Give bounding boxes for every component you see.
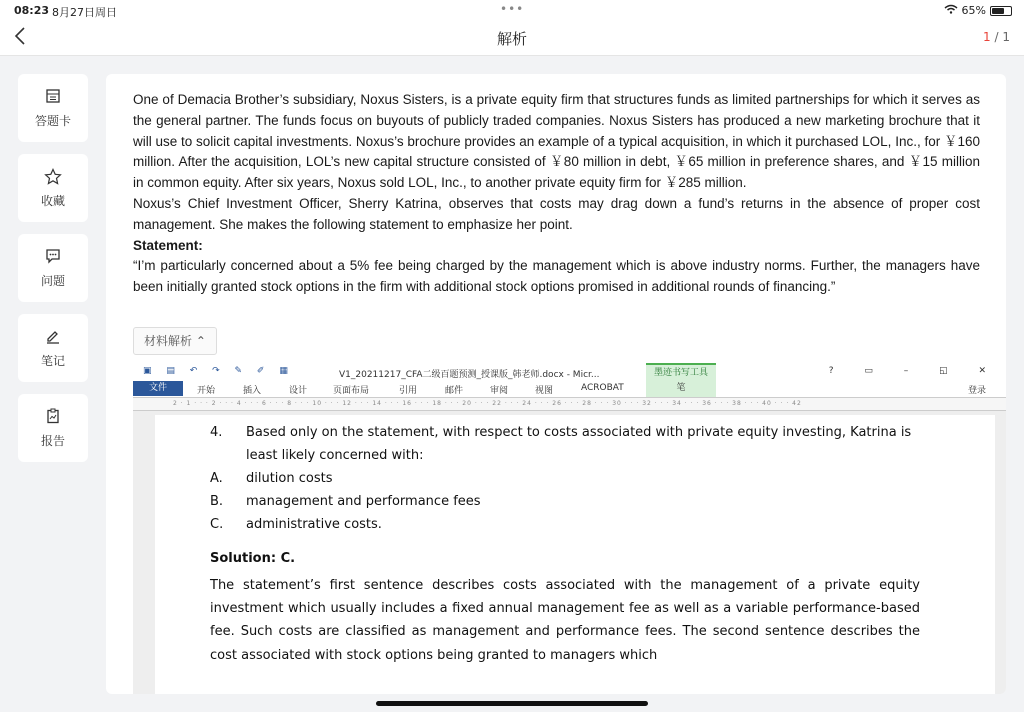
ribbon-file-tab: 文件 xyxy=(133,381,183,396)
ribbon-tab: 设计 xyxy=(289,386,308,396)
question-bubble-icon xyxy=(18,248,88,268)
material-analysis-toggle-button[interactable]: 材料解析 ⌃ xyxy=(133,327,217,355)
sidebar-item-favorite[interactable] xyxy=(18,154,88,222)
ribbon-tab: 邮件 xyxy=(445,386,464,396)
ribbon-tab: 审阅 xyxy=(490,386,509,396)
wifi-icon xyxy=(944,4,958,17)
option-letter: A. xyxy=(210,471,223,486)
answer-card-icon xyxy=(18,88,88,108)
option-text: administrative costs. xyxy=(246,517,382,532)
page-current: 1 xyxy=(983,30,991,44)
quick-access-icons: ▣ ▤ ↶ ↷ ✎ ✐ ▦ xyxy=(143,366,294,376)
document-page xyxy=(155,415,995,694)
status-date: 8月27日周日 xyxy=(52,6,117,19)
word-screenshot xyxy=(133,363,1006,694)
option-letter: C. xyxy=(210,517,224,532)
sidebar-item-question[interactable] xyxy=(18,234,88,302)
ribbon-tab: 开始 xyxy=(197,386,216,396)
report-icon xyxy=(18,408,88,428)
analysis-panel xyxy=(106,74,1006,694)
ribbon-pen-tab: 笔 xyxy=(646,381,716,397)
passage-paragraph: “I’m particularly concerned about a 5% fee being charged by the management which is above industry norms. Further, the managers have been initially granted stock options in the firm with additional stock options promised in additional rounds of financing.” xyxy=(133,258,980,295)
ribbon-tab: 页面布局 xyxy=(333,386,370,396)
document-title: V1_20211217_CFA二级百题预测_授课版_韩老师.docx - Micr... xyxy=(339,370,600,380)
passage-paragraph: One of Demacia Brother’s subsidiary, Noxus Sisters, is a private equity firm that structures funds as limited partnerships for which it serves as the general partner. The funds focus on buyouts of publicly traded companies. Noxus Sisters has produced a new marketing brochure that it will use to solicit capital investments. Noxus’s brochure provides an example of a typical acquisition, in which it purchased LOL, Inc., for ￥160 million. After the acquisition, LOL’s new capital structure consisted of ￥80 million in debt, ￥65 million in preference shares, and ￥15 million in common equity. After six years, Noxus sold LOL, Inc., to another private equity firm for ￥285 million. xyxy=(133,92,980,191)
page-total: / 1 xyxy=(994,30,1010,44)
window-controls: ? ▭ – ◱ ✕ xyxy=(828,366,1000,376)
sidebar-item-report[interactable] xyxy=(18,394,88,462)
star-icon xyxy=(18,168,88,188)
ruler-marks: 2 · 1 · · · 2 · · · 4 · · · 6 · · · 8 · · · 10 · · · 12 · · · 14 · · · 16 · · · 18 · · · 20 · · · 22 · · · 24 · · · 26 · · · 28 · · · 30 · · · 32 · · · 34 · · · 36 · · · 38 · · · 40 · · · 42 xyxy=(173,400,802,407)
solution-label: Solution: C. xyxy=(210,551,296,566)
battery-icon xyxy=(990,6,1012,16)
passage-paragraph: Noxus’s Chief Investment Officer, Sherry Katrina, observes that costs may drag down a fund’s returns in the absence of proper cost management. She makes the following statement to emphasize her point. xyxy=(133,195,980,232)
option-text: dilution costs xyxy=(246,471,333,486)
ribbon-tab: 视图 xyxy=(535,386,554,396)
multitask-dots-icon[interactable]: ••• xyxy=(500,2,525,16)
ribbon-tab: 插入 xyxy=(243,386,262,396)
ribbon-login: 登录 xyxy=(967,386,986,396)
sidebar xyxy=(18,74,88,474)
sidebar-item-notes[interactable] xyxy=(18,314,88,382)
word-ruler xyxy=(133,397,1006,411)
ink-tools-tab: 墨迹书写工具 xyxy=(646,363,716,381)
nav-bar xyxy=(0,22,1024,56)
status-right xyxy=(944,4,1012,17)
question-number: 4. xyxy=(210,425,223,440)
status-bar xyxy=(0,0,1024,22)
question-text: Based only on the statement, with respect to costs associated with private equity investing, Katrina is least likely concerned with: xyxy=(246,425,912,464)
page-indicator xyxy=(983,30,1010,44)
ribbon-tab: ACROBAT xyxy=(581,383,624,393)
option-text: management and performance fees xyxy=(246,494,481,509)
word-title-bar xyxy=(133,363,1006,381)
home-indicator[interactable] xyxy=(376,701,648,706)
sidebar-item-label: 报告 xyxy=(40,434,65,448)
material-passage xyxy=(133,90,980,298)
option-letter: B. xyxy=(210,494,224,509)
sidebar-item-label: 问题 xyxy=(40,274,65,288)
battery-percent: 65% xyxy=(961,4,986,17)
word-ribbon xyxy=(133,381,1006,397)
sidebar-item-label: 收藏 xyxy=(40,194,65,208)
status-time: 08:23 xyxy=(14,4,50,17)
sidebar-item-answer-card[interactable] xyxy=(18,74,88,142)
pen-icon xyxy=(18,328,88,348)
page-title: 解析 xyxy=(496,30,527,48)
ribbon-tab: 引用 xyxy=(399,386,418,396)
sidebar-item-label: 答题卡 xyxy=(34,114,71,128)
solution-text: The statement’s first sentence describes costs associated with the management of a private equity investment which usually includes a fixed annual management fee as well as a variable performance-based fee. Such costs are classified as management and performance fees. The second sentence describes the cost associated with stock options being granted to managers which xyxy=(210,578,920,663)
statement-label: Statement: xyxy=(133,237,203,253)
sidebar-item-label: 笔记 xyxy=(40,354,65,368)
